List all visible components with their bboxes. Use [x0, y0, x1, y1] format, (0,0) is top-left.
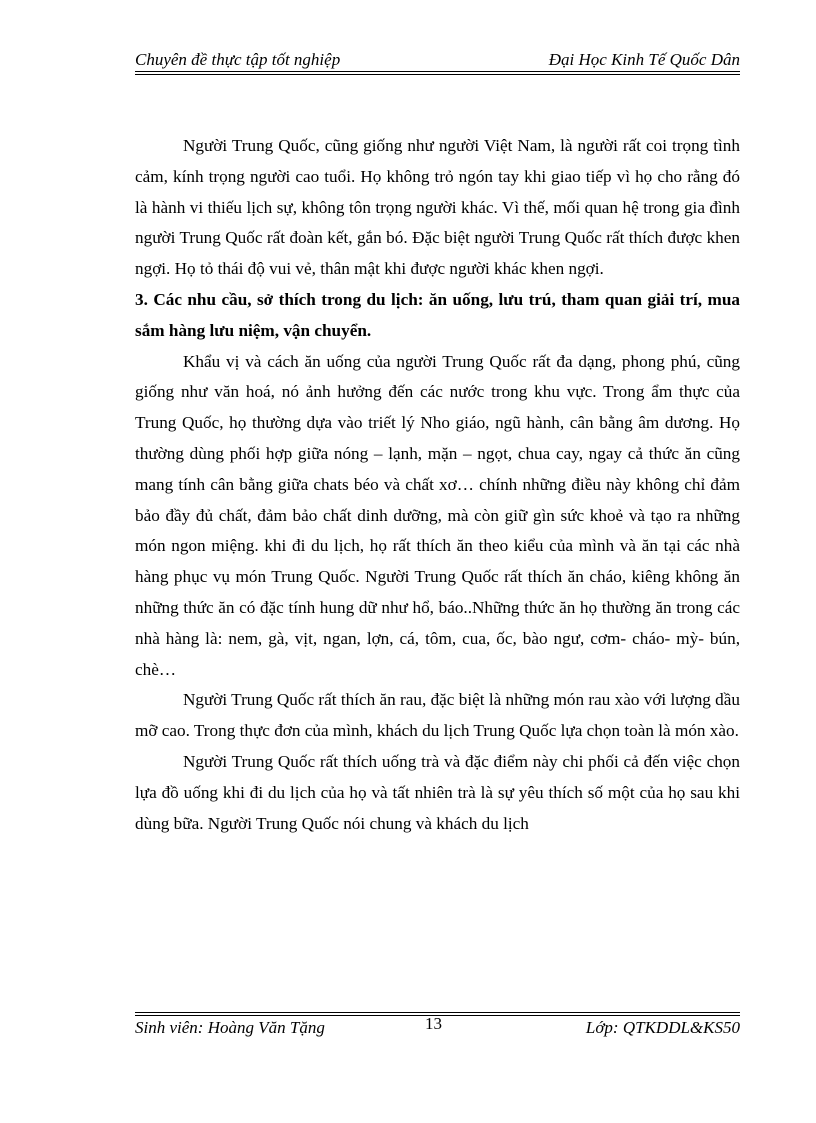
header-rule-thin — [135, 74, 740, 75]
header-rule — [135, 71, 740, 72]
footer-student-name: Sinh viên: Hoàng Văn Tặng — [135, 1018, 325, 1037]
document-body — [135, 131, 740, 839]
section-heading: 3. Các nhu cầu, sở thích trong du lịch: ăn uống, lưu trú, tham quan giải trí, mua sắm hàng lưu niệm, vận chuyển. — [135, 289, 740, 340]
paragraph-2: Khẩu vị và cách ăn uống của người Trung Quốc rất đa dạng, phong phú, cũng giống như văn hoá, nó ảnh hưởng đến các nước trong khu vực. Trong ẩm thực của Trung Quốc, họ thường dựa vào triết lý Nho giáo, ngũ hành, cân bằng âm dương. Họ thường dùng phối hợp giữa nóng – lạnh, mặn – ngọt, chua cay, ngay cả thức ăn cũng mang tính cân bằng giữa chats béo và chất xơ… chính những điều này không chỉ đảm bảo đầy đủ chất, đảm bảo chất dinh dưỡng, mà còn giữ gìn sức khoẻ và tạo ra những món ngon miệng. khi đi du lịch, họ rất thích ăn theo kiểu của mình và ăn tại các nhà hàng phục vụ món Trung Quốc. Người Trung Quốc rất thích ăn cháo, kiêng không ăn những thức ăn có đặc tính hung dữ như hổ, báo..Những thức ăn họ thường ăn trong các nhà hàng là: nem, gà, vịt, ngan, lợn, cá, tôm, cua, ốc, bào ngư, cơm- cháo- mỳ- bún, chè… — [135, 351, 740, 679]
page-header — [135, 46, 740, 72]
paragraph-4: Người Trung Quốc rất thích uống trà và đặc điểm này chi phối cả đến việc chọn lựa đồ uống khi đi du lịch của họ và tất nhiên trà là sự yêu thích số một của họ sau khi dùng bữa. Người Trung Quốc nói chung và khách du lịch — [135, 751, 740, 833]
page-number: 13 — [425, 1014, 442, 1033]
footer-class: Lớp: QTKDDL&KS50 — [585, 1018, 740, 1037]
paragraph-3: Người Trung Quốc rất thích ăn rau, đặc biệt là những món rau xào với lượng dầu mỡ cao. Trong thực đơn của mình, khách du lịch Trung Quốc lựa chọn toàn là món xào. — [135, 690, 740, 741]
page-footer — [135, 1014, 740, 1042]
footer-rule — [135, 1012, 740, 1013]
header-left-title: Chuyên đề thực tập tốt nghiệp — [135, 50, 341, 69]
header-right-title: Đại Học Kinh Tế Quốc Dân — [548, 50, 740, 69]
paragraph-1: Người Trung Quốc, cũng giống như người Việt Nam, là người rất coi trọng tình cảm, kính trọng người cao tuổi. Họ không trỏ ngón tay khi giao tiếp vì họ cho rằng đó là hành vi thiếu lịch sự, không tôn trọng người khác. Vì thế, mối quan hệ trong gia đình người Trung Quốc rất đoàn kết, gắn bó. Đặc biệt người Trung Quốc rất thích được khen ngợi. Họ tỏ thái độ vui vẻ, thân mật khi được người khác khen ngợi. — [135, 136, 740, 279]
